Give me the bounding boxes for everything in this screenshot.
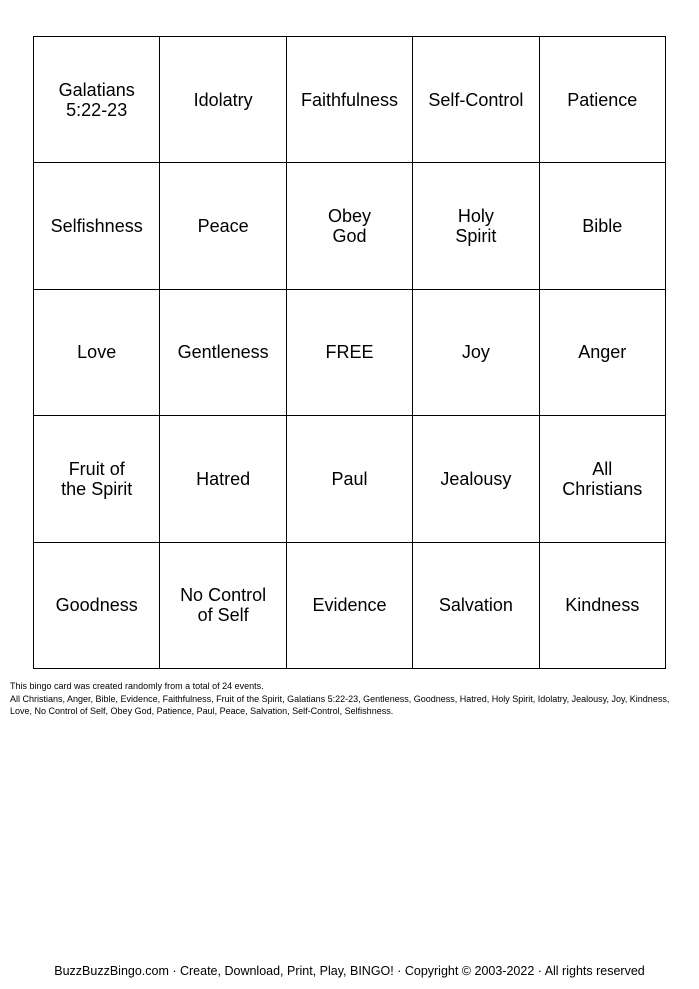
bingo-cell: Faithfulness xyxy=(287,37,413,163)
bingo-cell: Love xyxy=(34,290,160,416)
bingo-cell: Patience xyxy=(540,37,666,163)
bingo-cell: Selfishness xyxy=(34,163,160,289)
bingo-cell: Gentleness xyxy=(160,290,286,416)
bingo-cell: Fruit of the Spirit xyxy=(34,416,160,542)
bingo-cell: Evidence xyxy=(287,543,413,669)
bingo-cell: Holy Spirit xyxy=(413,163,539,289)
bingo-card xyxy=(33,36,666,669)
bingo-cell: No Control of Self xyxy=(160,543,286,669)
bingo-cell: Idolatry xyxy=(160,37,286,163)
bingo-cell: Obey God xyxy=(287,163,413,289)
bingo-cell: Self-Control xyxy=(413,37,539,163)
card-info xyxy=(10,680,690,718)
bingo-cell: Galatians 5:22-23 xyxy=(34,37,160,163)
bingo-cell: Salvation xyxy=(413,543,539,669)
page-footer: BuzzBuzzBingo.com · Create, Download, Print, Play, BINGO! · Copyright © 2003-2022 · All rights reserved xyxy=(54,964,645,978)
bingo-cell: Jealousy xyxy=(413,416,539,542)
bingo-cell: Bible xyxy=(540,163,666,289)
bingo-cell: Anger xyxy=(540,290,666,416)
bingo-cell: Goodness xyxy=(34,543,160,669)
bingo-cell: Peace xyxy=(160,163,286,289)
bingo-cell: Hatred xyxy=(160,416,286,542)
free-space-cell: FREE xyxy=(287,290,413,416)
bingo-cell: Kindness xyxy=(540,543,666,669)
bingo-cell: All Christians xyxy=(540,416,666,542)
events-summary: This bingo card was created randomly from a total of 24 events. xyxy=(10,681,264,691)
events-list: All Christians, Anger, Bible, Evidence, Faithfulness, Fruit of the Spirit, Galatians 5:22-23, Gentleness, Goodness, Hatred, Holy Spirit, Idolatry, Jealousy, Joy, Kindness, Love, No Control of Self, Obey God, Patience, Paul, Peace, Salvation, Self-Control, Selfishness. xyxy=(10,693,670,716)
bingo-cell: Joy xyxy=(413,290,539,416)
bingo-cell: Paul xyxy=(287,416,413,542)
